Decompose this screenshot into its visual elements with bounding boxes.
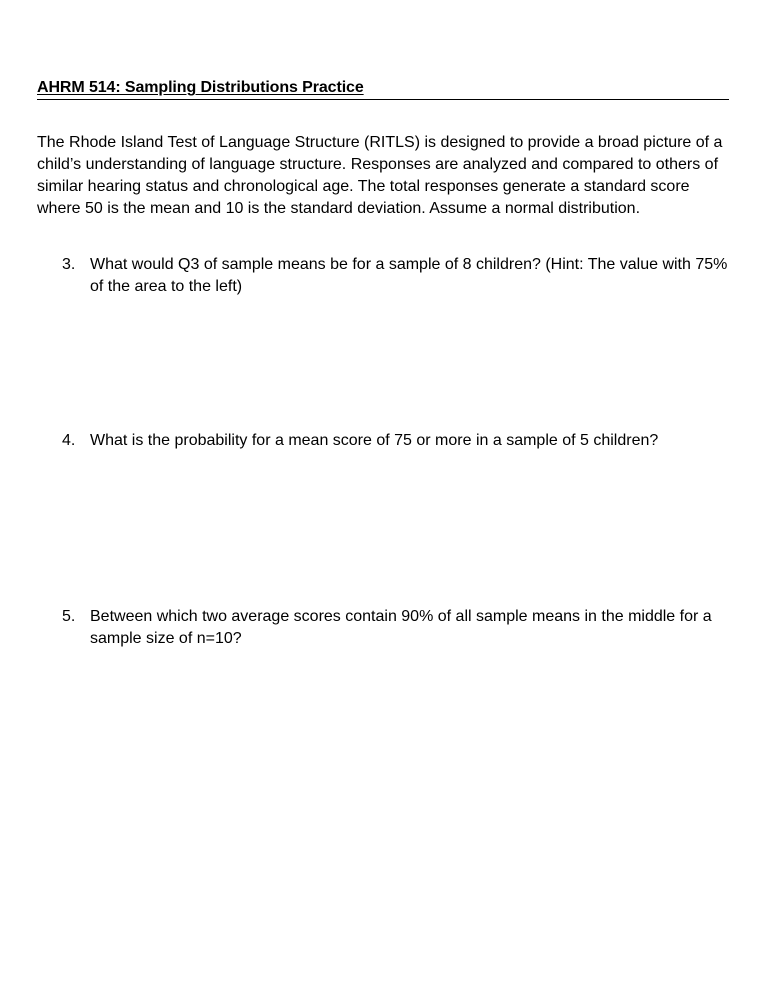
question-text: What would Q3 of sample means be for a sample of 8 children? (Hint: The value with 75% of the area to the left) [90, 256, 728, 295]
question-number: 3. [62, 256, 76, 273]
question-text: Between which two average scores contain 90% of all sample means in the middle for a sample size of n=10? [90, 608, 712, 647]
question-text: What is the probability for a mean score of 75 or more in a sample of 5 children? [90, 432, 659, 449]
title-rule [37, 79, 729, 100]
question-number: 5. [62, 608, 76, 625]
intro-paragraph: The Rhode Island Test of Language Structure (RITLS) is designed to provide a broad picture of a child’s understanding of language structure. Responses are analyzed and compared to others of similar hearing status and chronological age. The total responses generate a standard score where 50 is the mean and 10 is the standard deviation. Assume a normal distribution. [37, 134, 723, 217]
page-title: AHRM 514: Sampling Distributions Practice [37, 79, 364, 96]
question-number: 4. [62, 432, 76, 449]
